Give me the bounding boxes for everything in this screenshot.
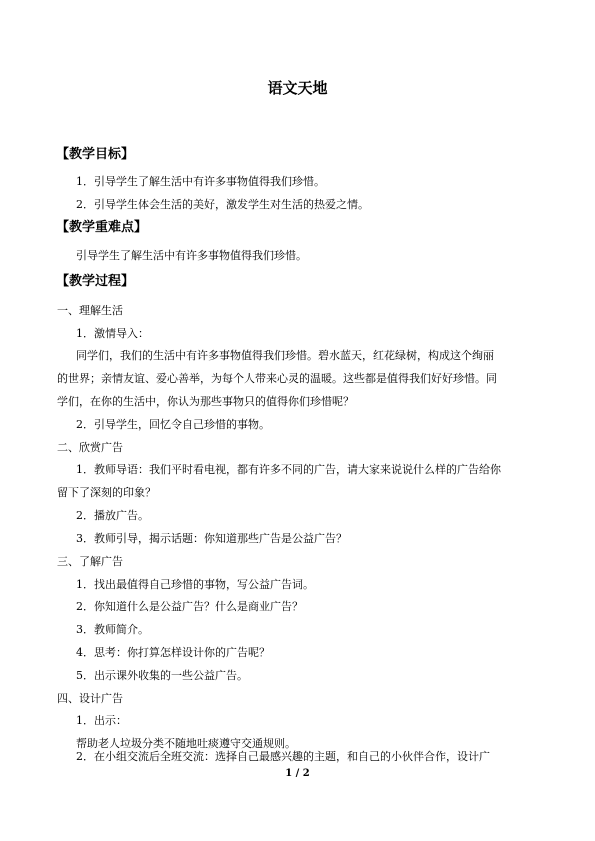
body-line: 1．教师导语：我们平时看电视，都有许多不同的广告，请大家来说说什么样的广告给你	[76, 463, 501, 476]
body-line: 2．你知道什么是公益广告？什么是商业广告？	[76, 600, 303, 613]
section-title: 四、设计广告	[57, 692, 123, 705]
body-line: 1．激情导入：	[76, 327, 149, 340]
body-line: 2．在小组交流后全班交流：选择自己最感兴趣的主题，和自己的小伙伴合作，设计广	[76, 750, 490, 763]
body-line: 3．教师引导，揭示话题：你知道那些广告是公益广告？	[76, 532, 347, 545]
body-line: 帮助老人垃圾分类不随地吐痰遵守交通规则。	[76, 737, 296, 750]
key-points-text: 引导学生了解生活中有许多事物值得我们珍惜。	[76, 249, 307, 262]
body-line: 4．思考：你打算怎样设计你的广告呢？	[76, 646, 270, 659]
body-line: 1．找出最值得自己珍惜的事物，写公益广告词。	[76, 578, 314, 591]
section-title: 一、理解生活	[57, 304, 123, 317]
body-line: 2．播放广告。	[76, 509, 149, 522]
section-title: 二、欣赏广告	[57, 441, 123, 454]
goals-heading: 【教学目标】	[56, 147, 135, 162]
page-title: 语文天地	[267, 79, 328, 97]
body-line: 学们，在你的生活中，你认为那些事物只的值得你们珍惜呢？	[57, 395, 354, 408]
process-heading: 【教学过程】	[56, 274, 135, 289]
section-title: 三、了解广告	[57, 555, 123, 568]
body-line: 的世界；亲情友谊、爱心善举，为每个人带来心灵的温暖。这些都是值得我们好好珍惜。同	[57, 372, 497, 385]
goal-item: 1．引导学生了解生活中有许多事物值得我们珍惜。	[76, 175, 325, 188]
key-points-heading: 【教学重难点】	[56, 220, 148, 235]
body-line: 留下了深刻的印象？	[57, 486, 156, 499]
body-line: 3．教师简介。	[76, 623, 149, 636]
page-number: 1 / 2	[285, 768, 310, 779]
goal-item: 2．引导学生体会生活的美好，激发学生对生活的热爱之情。	[76, 198, 369, 211]
body-line: 5．出示课外收集的一些公益广告。	[76, 669, 248, 682]
body-line: 同学们，我们的生活中有许多事物值得我们珍惜。碧水蓝天，红花绿树，构成这个绚丽	[76, 349, 494, 362]
body-line: 2．引导学生，回忆令自己珍惜的事物。	[76, 418, 270, 431]
body-line: 1．出示：	[76, 714, 127, 727]
